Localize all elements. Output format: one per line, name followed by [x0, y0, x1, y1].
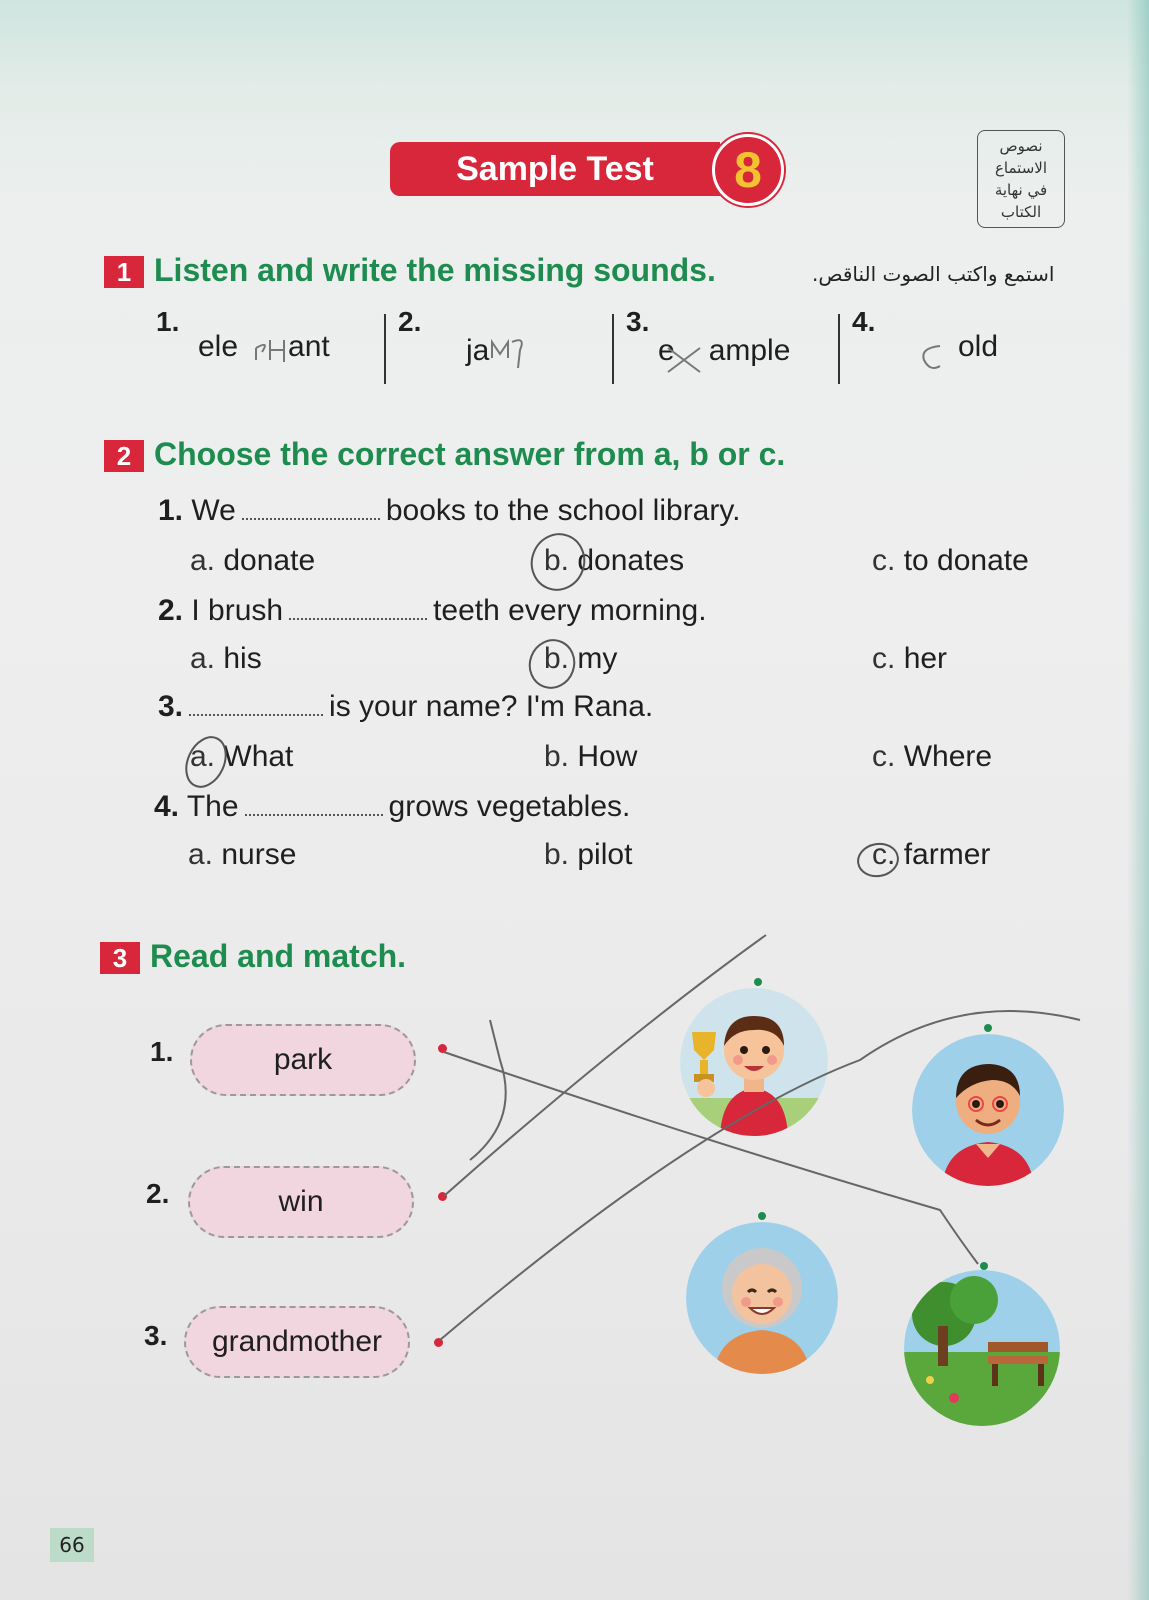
option-text: How	[577, 740, 638, 773]
option-text: donates	[577, 544, 685, 577]
answer-circles	[179, 527, 901, 879]
option-text: pilot	[577, 838, 633, 871]
arabic-note-line: الاستماع	[994, 159, 1047, 177]
option-text: farmer	[903, 838, 991, 871]
question-number: 1.	[158, 494, 184, 527]
section1-number: 1	[104, 256, 144, 288]
arabic-note-line: في نهاية	[994, 181, 1048, 199]
question-number: 4.	[154, 790, 180, 823]
s1-item-1-before: ele	[198, 330, 239, 363]
s1-item-4-after: old	[958, 330, 999, 363]
matching-lines	[440, 935, 1080, 1340]
section1-arabic-instruction: استمع واكتب الصوت الناقص.	[812, 262, 1055, 286]
question-before: We	[191, 494, 236, 527]
match-word-grandmother[interactable]: grandmother	[184, 1306, 410, 1378]
option-letter: b.	[544, 544, 570, 577]
question-after: is your name? I'm Rana.	[329, 690, 654, 723]
section3-title: Read and match.	[150, 938, 407, 974]
handwritten-answers	[256, 340, 940, 372]
option-letter: a.	[188, 838, 214, 871]
option-text: his	[223, 642, 262, 675]
match-number: 3.	[144, 1320, 168, 1351]
question-before: I brush	[191, 594, 284, 627]
option-text: to donate	[903, 544, 1029, 577]
option-text: donate	[223, 544, 316, 577]
option-letter: c.	[872, 642, 896, 675]
question-number: 3.	[158, 690, 184, 723]
option-letter: c.	[872, 740, 896, 773]
s1-item-3-after: ample	[708, 334, 791, 367]
option-letter: a.	[190, 740, 216, 773]
option-letter: c.	[872, 838, 896, 871]
option-letter: a.	[190, 544, 216, 577]
arabic-note-line: الكتاب	[1000, 203, 1042, 221]
option-text: Where	[903, 740, 993, 773]
option-text: her	[903, 642, 948, 675]
match-number: 1.	[150, 1036, 174, 1067]
option-letter: b.	[544, 740, 570, 773]
match-number: 2.	[146, 1178, 170, 1209]
question-after: grows vegetables.	[388, 790, 631, 823]
page-title: Sample Test	[456, 150, 654, 188]
option-letter: a.	[190, 642, 216, 675]
s1-item-2-before: ja	[466, 334, 490, 367]
question-after: teeth every morning.	[433, 594, 707, 627]
option-text: my	[577, 642, 618, 675]
option-letter: b.	[544, 838, 570, 871]
match-word-win[interactable]: win	[188, 1166, 414, 1238]
arabic-note-line: نصوص	[999, 137, 1043, 155]
page-number: 66	[50, 1528, 94, 1562]
question-number: 2.	[158, 594, 184, 627]
match-word-park[interactable]: park	[190, 1024, 416, 1096]
question-before: The	[186, 790, 239, 823]
s1-item-number: 3.	[626, 306, 650, 337]
option-letter: c.	[872, 544, 896, 577]
s1-item-3-before: e	[658, 334, 675, 367]
option-text: What	[223, 740, 294, 773]
unit-number: 8	[734, 142, 762, 198]
section2-number: 2	[104, 440, 144, 472]
section2-title: Choose the correct answer from a, b or c.	[154, 436, 786, 472]
question-after: books to the school library.	[385, 494, 741, 527]
section1-title: Listen and write the missing sounds.	[154, 252, 716, 288]
s1-item-1-after: ant	[288, 330, 330, 363]
section3-number: 3	[100, 942, 140, 974]
option-text: nurse	[221, 838, 297, 871]
option-letter: b.	[544, 642, 570, 675]
s1-item-number: 4.	[852, 306, 876, 337]
s1-item-number: 1.	[156, 306, 180, 337]
s1-item-number: 2.	[398, 306, 422, 337]
